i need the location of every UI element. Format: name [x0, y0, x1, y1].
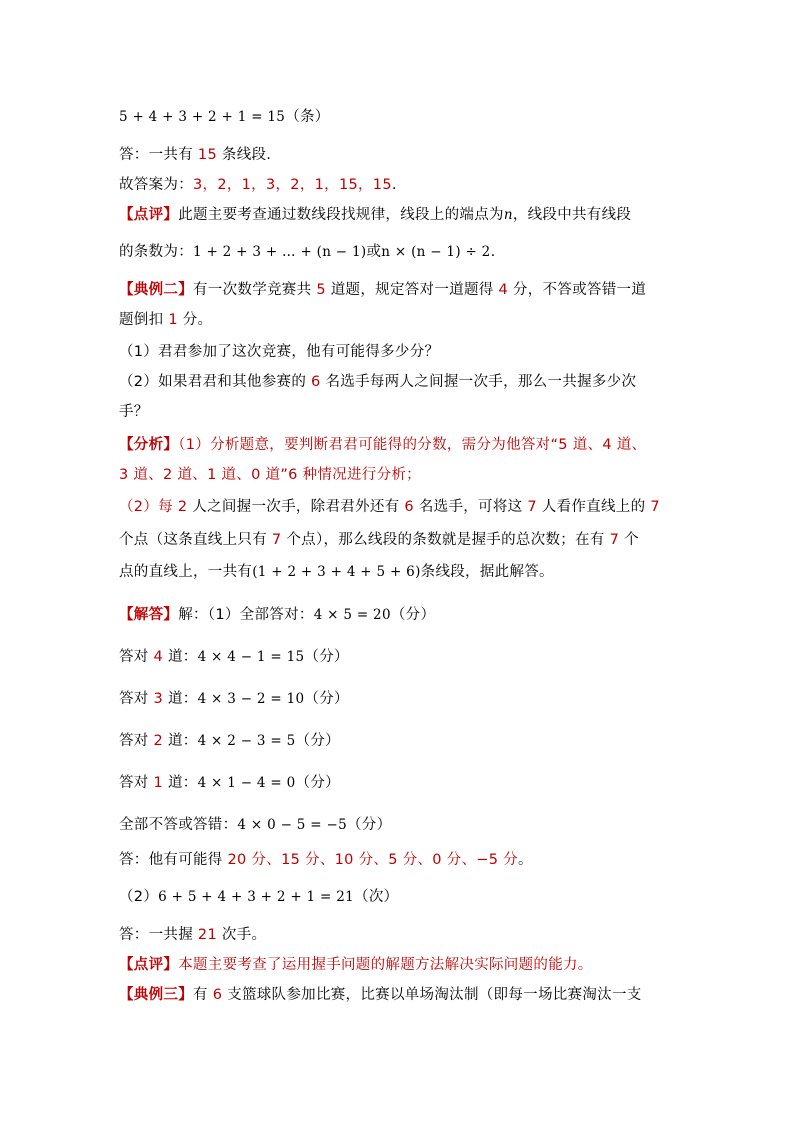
line-question-1: （1）君君参加了这次竞赛，他有可能得多少分？ [119, 344, 440, 360]
line-solution-3: 答对 3 道：4 × 3 − 2 = 10（分） [119, 691, 349, 707]
line-question-2: （2）如果君君和其他参赛的 6 名选手每两人之间握一次手，那么一共握多少次 [119, 374, 637, 390]
line-solution-4: 答对 4 道：4 × 4 − 1 = 15（分） [119, 649, 349, 665]
line-solution-1-correct: 答对 1 道：4 × 1 − 4 = 0（分） [119, 775, 340, 791]
line-sum-segments: 5 + 4 + 3 + 2 + 1 = 15（条） [119, 109, 330, 125]
line-solution-1: 【解答】解：（1）全部答对：4 × 5 = 20（分） [119, 607, 436, 623]
line-analysis-2: （2）每 2 人之间握一次手，除君君外还有 6 名选手，可将这 7 人看作直线上的 7 [119, 499, 660, 515]
line-comment-formula: 的条数为：1 + 2 + 3 + … + (n − 1)或n × (n − 1) ÷ 2. [119, 244, 496, 260]
line-analysis-1: 【分析】（1）分析题意，要判断君君可能得的分数，需分为他答对“5 道、4 道、 [119, 437, 647, 453]
solution-tag: 【解答】 [119, 607, 179, 623]
line-question-2-cont: 手？ [119, 404, 149, 420]
line-example-2-cont: 题倒扣 1 分。 [119, 312, 213, 328]
line-analysis-2-cont: 个点（这条直线上只有 7 个点），那么线段的条数就是握手的总次数；在有 7 个 [119, 532, 639, 548]
line-example-3: 【典例三】有 6 支篮球队参加比赛，比赛以单场淘汰制（即每一场比赛淘汰一支 [119, 987, 642, 1003]
line-answer-15: 答：一共有 15 条线段. [119, 147, 272, 163]
line-solution-2: 答对 2 道：4 × 2 − 3 = 5（分） [119, 733, 340, 749]
line-analysis-1-cont: 3 道、2 道、1 道、0 道”6 种情况进行分析； [119, 467, 421, 483]
line-analysis-2-end: 点的直线上，一共有(1 + 2 + 3 + 4 + 5 + 6)条线段，据此解答。 [119, 564, 554, 580]
line-solution-none: 全部不答或答错：4 × 0 − 5 = −5（分） [119, 817, 392, 833]
comment-tag: 【点评】 [119, 207, 179, 223]
line-final-answers: 故答案为：3，2，1，3，2，1，15，15. [119, 177, 397, 193]
line-solution-handshake: （2）6 + 5 + 4 + 3 + 2 + 1 = 21（次） [119, 889, 399, 905]
line-answer-scores: 答：他有可能得 20 分、15 分、10 分、5 分、0 分、−5 分。 [119, 852, 533, 868]
example-tag-3: 【典例三】 [119, 987, 193, 1003]
comment-tag-2: 【点评】 [119, 957, 179, 973]
line-comment-1: 【点评】此题主要考查通过数线段找规律，线段上的端点为n，线段中共有线段 [119, 207, 632, 223]
line-example-2: 【典例二】有一次数学竞赛共 5 道题，规定答对一道题得 4 分，不答或答错一道 [119, 282, 647, 298]
line-answer-handshake: 答：一共握 21 次手。 [119, 927, 267, 943]
line-comment-2: 【点评】本题主要考查了运用握手问题的解题方法解决实际问题的能力。 [119, 957, 593, 973]
analysis-tag: 【分析】 [119, 437, 179, 453]
example-tag: 【典例二】 [119, 282, 193, 298]
